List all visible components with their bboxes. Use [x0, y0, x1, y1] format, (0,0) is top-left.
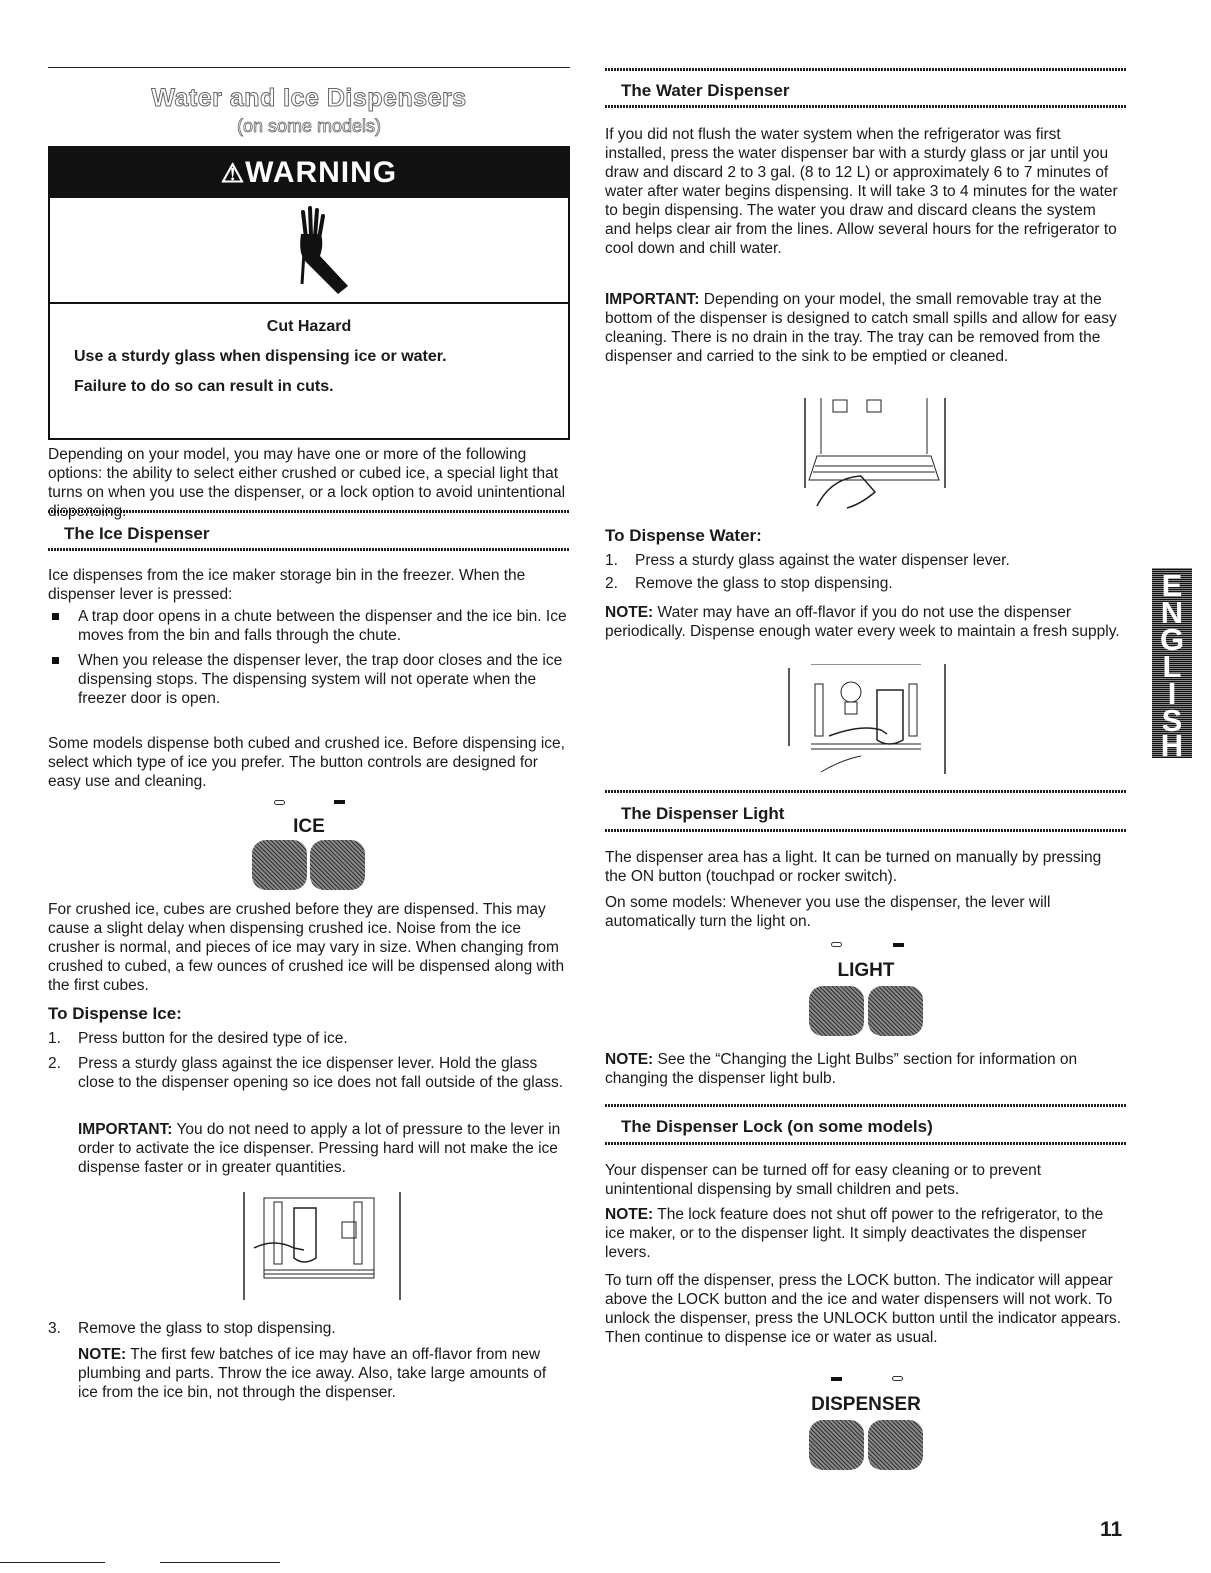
intro-paragraph: Depending on your model, you may have one or more of the following options: the ability to select either crushed or cubed ice, a special light that turns on when you use the dispenser, or a lock option to avoid unintentional	[48, 446, 566, 501]
section-rule	[605, 1104, 1127, 1107]
bullet-icon	[52, 657, 59, 664]
water-tray-illustration	[781, 396, 951, 514]
section-rule	[48, 510, 570, 513]
page-number: 11	[1100, 1518, 1123, 1541]
cut-hand-icon	[268, 204, 358, 300]
section-rule	[605, 790, 1127, 793]
lock-control-panel	[605, 1372, 1127, 1472]
ice-steps	[48, 1029, 568, 1098]
ice-para-2: Some models dispense both cubed and crushed ice. Before dispensing ice, select which type of ice you prefer. The button controls are designed for easy use and cleaning.	[48, 735, 565, 790]
light-control-label: LIGHT	[837, 960, 895, 981]
ice-bullet-list	[48, 607, 568, 714]
top-rule	[48, 67, 570, 68]
cubed-ice-button[interactable]	[310, 840, 365, 890]
footer-rule	[160, 1562, 280, 1563]
indicator-on	[831, 1377, 842, 1381]
water-important: IMPORTANT: Depending on your model, the small removable tray at the bottom of the dispenser is designed to catch small spills and allow for easy cleaning. There is no drain in the tray. The tray can be removed from the dispenser and carried to the sink to be emptied or cleaned.	[605, 291, 1117, 365]
hazard-title: Cut Hazard	[266, 318, 352, 335]
language-side-tab: E N G L I S H	[1152, 568, 1192, 758]
section-rule	[48, 548, 570, 551]
ice-para-1: Ice dispenses from the ice maker storage bin in the freezer. When the dispenser lever is pressed:	[48, 567, 526, 603]
ice-dispenser-heading: The Ice Dispenser	[64, 524, 210, 543]
ice-control-panel	[48, 796, 570, 891]
crushed-ice-button[interactable]	[252, 840, 307, 890]
unlock-button[interactable]	[868, 1420, 923, 1470]
section-rule	[605, 1142, 1127, 1145]
list-item: 1. Press button for the desired type of ice.	[48, 1030, 348, 1047]
warning-box	[48, 146, 570, 440]
ice-dispenser-illustration	[234, 1188, 404, 1306]
list-item: 3. Remove the glass to stop dispensing.	[48, 1320, 336, 1337]
light-off-button[interactable]	[809, 986, 864, 1036]
ice-step-3	[48, 1319, 568, 1344]
section-rule	[605, 105, 1127, 108]
water-steps	[605, 551, 1125, 599]
section-rule	[605, 829, 1127, 832]
lock-note: NOTE: The lock feature does not shut off power to the refrigerator, to the ice maker, or to the dispenser light. It simply deactivates the dispenser levers.	[605, 1206, 1104, 1261]
list-item: When you release the dispenser lever, the trap door closes and the ice dispensing stops. The dispensing system will not operate when the freezer door is open.	[48, 651, 568, 708]
lock-control-label: DISPENSER	[811, 1394, 921, 1415]
list-item: 2. Press a sturdy glass against the ice dispenser lever. Hold the glass close to the dispenser opening so ice does not fall outside of the glass.	[48, 1055, 564, 1091]
dispenser-light-heading: The Dispenser Light	[621, 804, 785, 823]
light-control-panel	[605, 938, 1127, 1038]
light-on-button[interactable]	[868, 986, 923, 1036]
ice-control-label: ICE	[293, 816, 325, 837]
indicator-off	[892, 1376, 903, 1381]
indicator-off	[274, 800, 285, 805]
light-note: NOTE: See the “Changing the Light Bulbs” section for information on changing the dispenser light bulb.	[605, 1051, 1078, 1087]
page-subtitle: (on some models)	[236, 116, 382, 136]
ice-note: NOTE: The first few batches of ice may have an off-flavor from new plumbing and parts. Throw the ice away. Also, take large amounts of ice from the ice bin, not through the dispenser.	[78, 1346, 547, 1401]
warning-banner: ⚠WARNING	[50, 148, 568, 198]
to-dispense-water-heading: To Dispense Water:	[605, 526, 762, 545]
lock-button[interactable]	[809, 1420, 864, 1470]
page-title: Water and Ice Dispensers	[151, 84, 467, 112]
ice-important: IMPORTANT: You do not need to apply a lot of pressure to the lever in order to activate the ice dispenser. Pressing hard will not make the ice dispense faster or in greater quantities.	[78, 1121, 561, 1176]
bullet-icon	[52, 613, 59, 620]
lock-para-1: Your dispenser can be turned off for easy cleaning or to prevent unintentional dispensing by small children and pets.	[605, 1162, 1042, 1198]
water-para-1: If you did not flush the water system when the refrigerator was first installed, press the water dispenser bar with a sturdy glass or jar until you draw and discard 2 to 3 gal. (8 to 12 L) or approximately 6 to 7 minutes of water after water begins dispensing. It will take 3 to 4 minutes for the water to begin dispensing. The water you draw and discard cleans the system and helps clear air from the lines. Allow several hours for the refrigerator to cool down and chill water.	[605, 126, 1118, 257]
light-para-1: The dispenser area has a light. It can be turned on manually by pressing the ON button (touchpad or rocker switch).	[605, 849, 1102, 885]
water-note: NOTE: Water may have an off-flavor if you do not use the dispenser periodically. Dispense enough water every week to maintain a fresh supply.	[605, 604, 1120, 640]
indicator-on	[893, 943, 904, 947]
water-dispenser-illustration	[781, 664, 951, 776]
warning-line-2: Failure to do so can result in cuts.	[74, 378, 334, 395]
indicator-on	[334, 800, 345, 804]
warning-divider	[50, 302, 568, 304]
section-rule	[605, 68, 1127, 71]
light-para-2: On some models: Whenever you use the dispenser, the lever will automatically turn the light on.	[605, 894, 1051, 930]
list-item: 2. Remove the glass to stop dispensing.	[605, 575, 893, 592]
dispenser-lock-heading: The Dispenser Lock (on some models)	[621, 1117, 933, 1136]
footer-rule	[0, 1562, 105, 1563]
water-dispenser-heading: The Water Dispenser	[621, 81, 790, 100]
ice-para-3: For crushed ice, cubes are crushed before they are dispensed. This may cause a slight delay when dispensing crushed ice. Noise from the ice crusher is normal, and pieces of ice may vary in size. When changing from crushed to cubed, a few ounces of crushed ice will be dispensed along with the first cubes.	[48, 901, 565, 994]
to-dispense-ice-heading: To Dispense Ice:	[48, 1004, 182, 1023]
indicator-off	[831, 942, 842, 947]
warning-triangle-icon: ⚠	[220, 158, 246, 188]
list-item: 1. Press a sturdy glass against the water dispenser lever.	[605, 552, 1010, 569]
list-item: A trap door opens in a chute between the dispenser and the ice bin. Ice moves from the bin and falls through the chute.	[48, 607, 568, 645]
warning-line-1: Use a sturdy glass when dispensing ice or water.	[74, 348, 447, 365]
lock-para-2: To turn off the dispenser, press the LOCK button. The indicator will appear above the LOCK button and the ice and water dispensers will not work. To unlock the dispenser, press the UNLOCK button until the indicator appears. Then continue to dispense ice or water as usual.	[605, 1272, 1122, 1346]
